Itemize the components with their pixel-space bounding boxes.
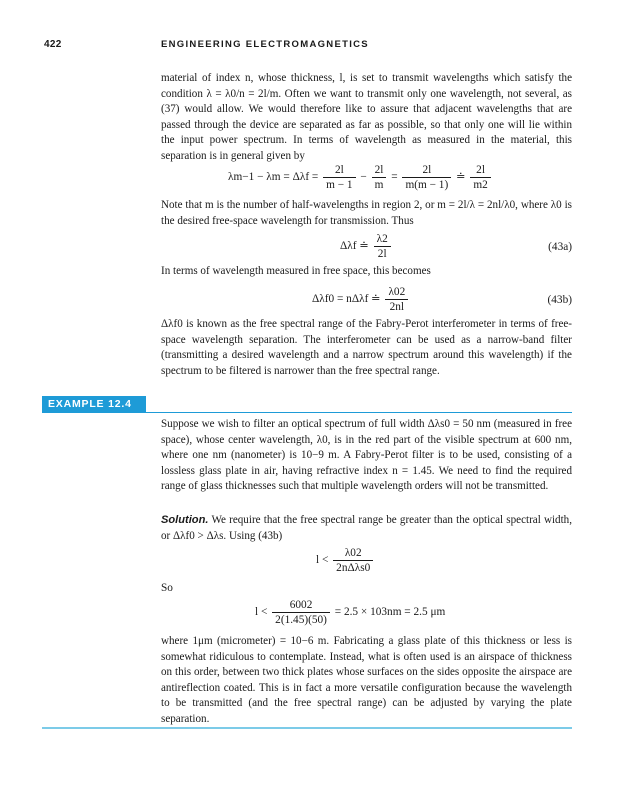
paragraph-3: In terms of wavelength measured in free space, this becomes xyxy=(161,265,431,277)
eq1-t1-num: 2l xyxy=(323,163,355,178)
eq-l-fraction xyxy=(333,546,373,575)
equation-43a xyxy=(340,232,393,261)
equation-thickness-bound xyxy=(316,546,375,575)
eq1-t2-num: 2l xyxy=(372,163,387,178)
eq1-minus: − xyxy=(360,171,367,184)
paragraph-1: material of index n, whose thickness, l, is set to transmit wavelengths which satisfy the condition λ = λ0/n = 2l/m. Often we want to transmit only one wavelength, not several, as (37) would allow. We would therefore like to assure that adjacent wavelengths that are passed through the device are separated as far as possible, so that only one will lie within the input power spectrum. In terms of wavelength as measured in the material, this separation is in general given by xyxy=(161,72,572,162)
running-title: ENGINEERING ELECTROMAGNETICS xyxy=(161,39,369,50)
eq1-t2-den: m xyxy=(374,179,384,191)
eq1-term4 xyxy=(470,163,490,192)
eq-l-num: λ02 xyxy=(333,546,373,561)
equation-separation xyxy=(228,163,493,192)
eq1-t1-den: m − 1 xyxy=(326,179,353,191)
eq-num-num: 6002 xyxy=(272,598,330,613)
bottom-rule xyxy=(42,727,572,729)
eq-l-lhs: l < xyxy=(316,554,329,567)
equation-43b xyxy=(312,285,410,314)
so-text: So xyxy=(161,582,173,594)
equation-label-43a: (43a) xyxy=(548,241,572,253)
example-solution xyxy=(161,513,572,544)
eq43b-lhs: Δλf0 = nΔλf ≐ xyxy=(312,293,381,306)
eq1-lhs: λm−1 − λm = Δλf = xyxy=(228,171,319,184)
eq1-equals: = xyxy=(391,171,398,184)
page-number: 422 xyxy=(44,39,62,50)
eq1-t3-den: m(m − 1) xyxy=(405,179,449,191)
example-label: EXAMPLE 12.4 xyxy=(42,396,146,413)
eq1-term3 xyxy=(402,163,451,192)
eq43b-num: λ02 xyxy=(385,285,408,300)
eq-l-den: 2nΔλs0 xyxy=(336,562,371,574)
example-closing: where 1μm (micrometer) = 10−6 m. Fabricating a glass plate of this thickness or less is somewhat ridiculous to contemplate. Instead, what is often used is an airspace of thickness on this order, between two thick plates whose surfaces on the sides opposite the airspace are antireflection coated. This is in fact a more versatile configuration because the wavelength to be transmitted (and the free spectral range) can be adjusted by varying the plate separation. xyxy=(161,635,572,725)
solution-text: We require that the free spectral range be greater than the optical spectral width, or Δλf0 > Δλs. Using (43b) xyxy=(161,514,573,542)
example-problem: Suppose we wish to filter an optical spectrum of full width Δλs0 = 50 nm (measured in free space), whose center wavelength, λ0, is in the red part of the visible spectrum at 600 nm, where one nm (nanometer) is 10−9 m. A Fabry-Perot filter is to be used, consisting of a lossless glass plate in air, having refractive index n = 1.45. We need to find the required range of glass thicknesses such that multiple wavelength orders will not be transmitted. xyxy=(161,418,572,492)
eq43a-lhs: Δλf ≐ xyxy=(340,240,369,253)
equation-label-43b: (43b) xyxy=(547,294,572,306)
eq43b-fraction xyxy=(385,285,408,314)
example-rule xyxy=(146,412,572,413)
eq-num-lhs: l < xyxy=(255,606,268,619)
equation-numeric-result xyxy=(255,598,445,627)
eq1-approx: ≐ xyxy=(456,171,466,184)
eq43a-den: 2l xyxy=(377,248,387,260)
eq43a-num: λ2 xyxy=(374,232,391,247)
eq43b-den: 2nl xyxy=(389,301,405,313)
eq43a-fraction xyxy=(374,232,391,261)
paragraph-4: Δλf0 is known as the free spectral range of the Fabry-Perot interferometer in terms of free-space wavelength separation. The interferometer can be used as a narrow-band filter (transmitting a desired wavelength and a narrow spectrum around this wavelength) if the spectrum to be filtered is narrower than the free spectral range. xyxy=(161,318,572,377)
eq-num-fraction xyxy=(272,598,330,627)
eq1-term2 xyxy=(372,163,387,192)
solution-label: Solution. xyxy=(161,514,209,526)
eq1-t4-num: 2l xyxy=(470,163,490,178)
eq1-t4-den: m2 xyxy=(473,179,488,191)
paragraph-2: Note that m is the number of half-wavelengths in region 2, or m = 2l/λ = 2nl/λ0, where λ0 is the desired free-space wavelength for transmission. Thus xyxy=(161,199,572,227)
eq-num-rhs: = 2.5 × 103nm = 2.5 μm xyxy=(334,606,446,619)
eq1-term1 xyxy=(323,163,355,192)
eq1-t3-num: 2l xyxy=(402,163,451,178)
eq-num-den: 2(1.45)(50) xyxy=(275,614,327,626)
